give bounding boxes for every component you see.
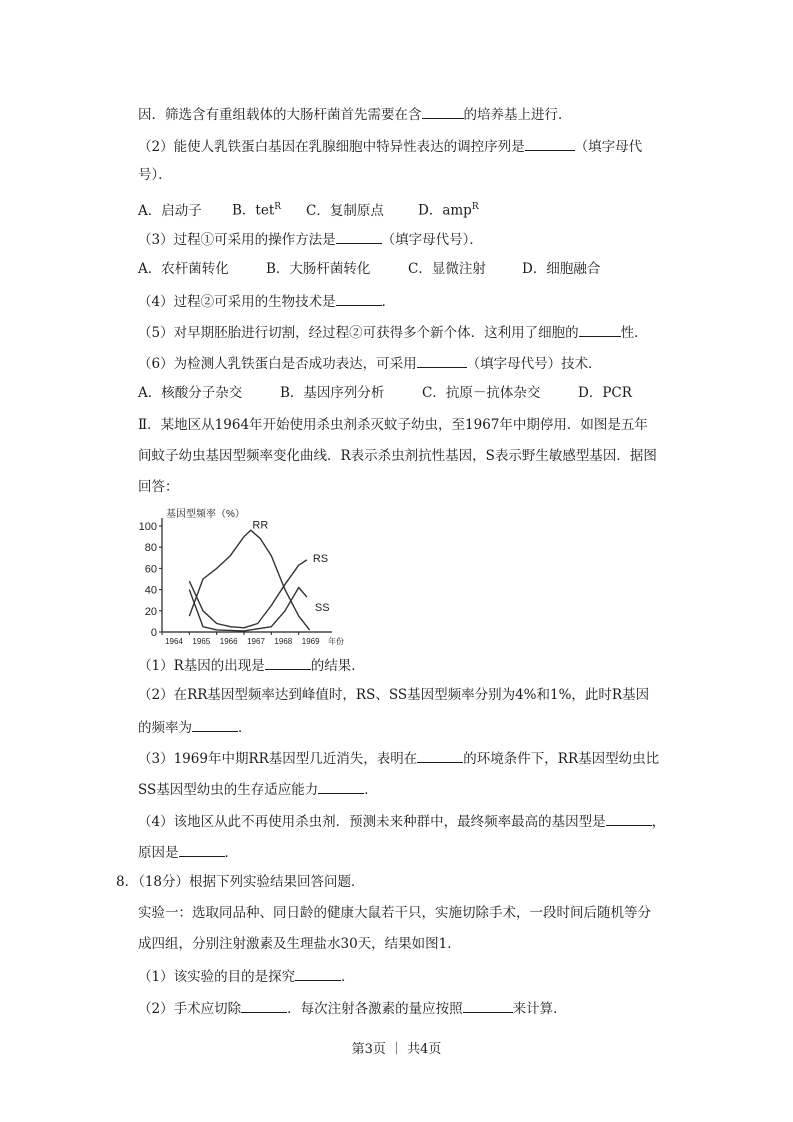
text: ．: [224, 845, 238, 861]
text: （2）在RR基因型频率达到峰值时，RS、SS基因型频率分别为4%和1%，此时R基因: [138, 687, 650, 703]
y-tick-label: 0: [150, 627, 157, 639]
text: ．: [341, 969, 355, 985]
text: （2）能使人乳铁蛋白基因在乳腺细胞中特异性表达的调控序列是: [138, 139, 525, 155]
x-tick-label: 1964: [165, 637, 183, 646]
text: 间蚊子幼虫基因型频率变化曲线．R表示杀虫剂抗性基因，S表示野生敏感型基因．据图: [138, 448, 657, 464]
text: 的环境条件下，RR基因型幼虫比: [463, 751, 660, 767]
question-8-heading: [116, 873, 365, 891]
x-tick-label: 1969: [301, 637, 320, 646]
option-d: D．PCR: [578, 385, 632, 401]
answer-blank[interactable]: [336, 291, 382, 306]
option-c: C．抗原－抗体杂交: [422, 385, 541, 401]
answer-blank[interactable]: [192, 717, 238, 732]
line-25: [138, 998, 567, 1018]
line-18: [138, 779, 378, 799]
text: （2）手术应切除: [138, 1001, 242, 1017]
answer-blank[interactable]: [265, 655, 311, 670]
option-b: B．基因序列分析: [280, 385, 385, 401]
option-b: B．tet: [232, 202, 275, 219]
text: 来计算．: [512, 1001, 567, 1017]
text: ，: [651, 814, 666, 830]
text: （3）过程①可采用的操作方法是: [138, 232, 336, 248]
option-d: D．amp: [418, 202, 472, 219]
x-tick-label: 1968: [274, 637, 293, 646]
text: 的培养基上进行．: [463, 107, 572, 123]
line-14: [138, 655, 365, 675]
text: 原因是: [138, 845, 179, 861]
option-a: A．农杆菌转化: [138, 261, 229, 277]
answer-blank[interactable]: [525, 136, 575, 151]
series-label-ss: SS: [314, 602, 330, 615]
genotype-frequency-chart: [130, 505, 344, 647]
line-1: [138, 104, 572, 124]
answer-blank[interactable]: [179, 842, 225, 857]
text: 实验一：选取同品种、同日龄的健康大鼠若干只，实施切除手术，一段时间后随机等分: [138, 905, 651, 921]
text: ．每次注射各激素的量应按照: [287, 1001, 463, 1017]
option-c: C．复制原点: [306, 202, 384, 219]
series-label-rs: RS: [312, 552, 329, 565]
answer-blank[interactable]: [241, 998, 287, 1013]
text: 回答：: [138, 479, 179, 495]
text: （填字母代: [574, 139, 643, 155]
text: 的频率为: [138, 720, 192, 736]
answer-blank[interactable]: [417, 748, 463, 763]
line-13: [138, 478, 179, 496]
text: 的结果．: [310, 658, 365, 674]
line-3: [138, 166, 172, 184]
option-b: B．大肠杆菌转化: [266, 261, 371, 277]
text: ．: [364, 782, 378, 798]
line-23: [138, 935, 461, 953]
text: ．: [238, 720, 252, 736]
text: 号）．: [138, 167, 172, 183]
line-20: [138, 842, 238, 862]
line-17: [138, 748, 659, 768]
superscript: R: [471, 202, 479, 212]
text: 8．（18分）根据下列实验结果回答问题．: [116, 874, 365, 890]
line-24: [138, 966, 355, 986]
answer-blank[interactable]: [295, 966, 341, 981]
text: 性．: [620, 325, 648, 341]
text: （填字母代号）技术．: [466, 356, 602, 372]
x-tick-label: 1967: [247, 637, 265, 646]
text: Ⅱ．某地区从1964年开始使用杀虫剂杀灭蚊子幼虫，至1967年中期停用．如图是五年: [138, 417, 648, 433]
line-8: [138, 322, 648, 342]
answer-blank[interactable]: [579, 322, 621, 337]
line-5: [138, 229, 483, 249]
line-16: [138, 717, 252, 737]
line-15: [138, 686, 649, 704]
text: ．: [381, 294, 396, 310]
answer-blank[interactable]: [336, 229, 382, 244]
option-a: A．核酸分子杂交: [138, 385, 243, 401]
y-tick-label: 40: [144, 584, 157, 597]
q3-options: [138, 260, 600, 278]
text: （6）为检测人乳铁蛋白是否成功表达，可采用: [138, 356, 417, 372]
line-12: [138, 447, 657, 465]
series-line-ss: [189, 588, 307, 631]
page-footer: 第3页 ｜ 共4页: [351, 1042, 442, 1057]
series-line-rs: [189, 560, 307, 628]
q6-options: [138, 384, 632, 402]
y-tick-label: 100: [138, 521, 157, 533]
answer-blank[interactable]: [606, 811, 652, 826]
answer-blank[interactable]: [422, 104, 464, 119]
answer-blank[interactable]: [463, 998, 513, 1013]
line-9: [138, 353, 602, 373]
line-2: [138, 136, 642, 156]
y-tick-label: 80: [144, 542, 157, 555]
text: 成四组，分别注射激素及生理盐水30天，结果如图1．: [138, 936, 461, 952]
answer-blank[interactable]: [417, 353, 467, 368]
x-axis-label: 年份: [328, 637, 344, 646]
y-tick-label: 20: [144, 605, 157, 618]
answer-blank[interactable]: [318, 779, 364, 794]
y-tick-label: 60: [144, 563, 157, 576]
series-label-rr: RR: [252, 519, 269, 532]
option-d: D．细胞融合: [522, 261, 601, 277]
text: （4）该地区从此不再使用杀虫剂．预测未来种群中，最终频率最高的基因型是: [138, 814, 606, 830]
line-11: [138, 416, 648, 434]
text: （填字母代号）．: [381, 232, 483, 248]
line-22: [138, 904, 651, 922]
chart-title: 基因型频率（%）: [166, 509, 245, 520]
text: （4）过程②可采用的生物技术是: [138, 294, 336, 310]
option-a: A．启动子: [138, 202, 202, 219]
text: （1）该实验的目的是探究: [138, 969, 296, 985]
line-19: [138, 811, 665, 831]
x-tick-label: 1966: [219, 637, 238, 646]
text: （5）对早期胚胎进行切割，经过程②可获得多个新个体．这利用了细胞的: [138, 325, 579, 341]
text: 因．筛选含有重组载体的大肠杆菌首先需要在含: [138, 107, 422, 123]
q2-options: [138, 198, 479, 220]
text: （3）1969年中期RR基因型几近消失，表明在: [138, 751, 418, 767]
text: （1）R基因的出现是: [138, 658, 265, 674]
line-7: [138, 291, 395, 311]
x-tick-label: 1965: [192, 637, 211, 646]
superscript: R: [274, 202, 282, 212]
text: SS基因型幼虫的生存适应能力: [138, 782, 319, 798]
option-c: C．显微注射: [408, 261, 486, 277]
